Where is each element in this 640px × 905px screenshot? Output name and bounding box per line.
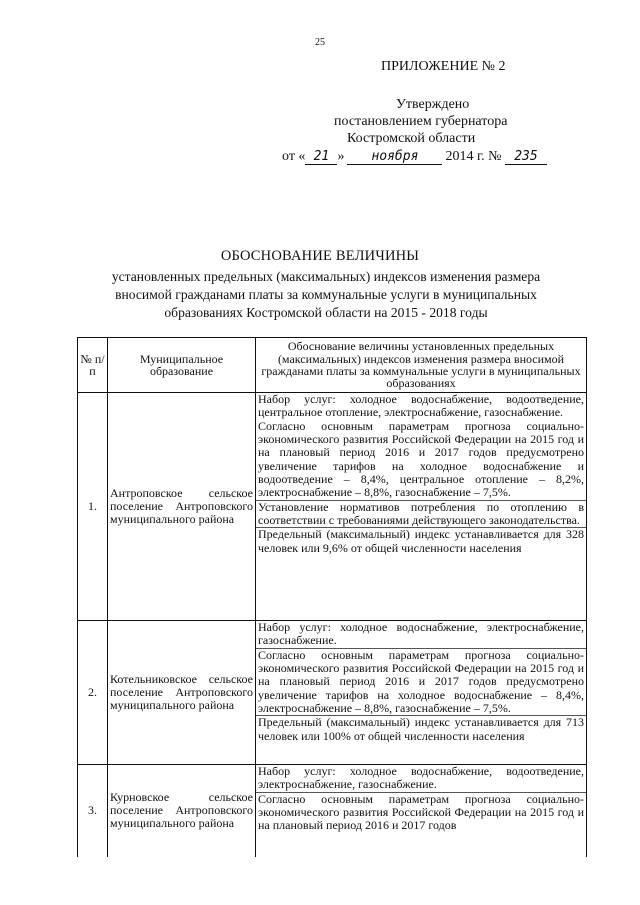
- table-row: [78, 393, 587, 621]
- header-num: № п/п: [78, 338, 108, 393]
- justification-paragraph: Предельный (максимальный) индекс устанавливается для 328 человек или 9,6% от общей численности населения: [258, 527, 584, 555]
- justification-paragraph: Согласно основным параметрам прогноза социально-экономического развития Российской Федерации на 2015 год и на плановый период 2016 и 2017 годов предусмотрено увеличение тарифов на холодное водоснабжение – 8,4%, электроснабжение – 8,8%, газоснабжение – 7,5%.: [258, 647, 584, 716]
- justification-paragraph: Установление нормативов потребления по отоплению в соответствии с требованиями действующего законодательства.: [258, 499, 584, 528]
- justification-paragraph: Набор услуг: холодное водоснабжение, электроснабжение, газоснабжение.: [258, 620, 584, 648]
- table-header-row: [78, 338, 587, 393]
- row-municipality: Антроповское сельское поселение Антроповского муниципального района: [108, 393, 256, 621]
- justification-paragraph: Набор услуг: холодное водоснабжение, водоотведение, электроснабжение, газоснабжение.: [258, 764, 584, 792]
- date-year: 2014 г. №: [445, 149, 502, 164]
- appendix-label: ПРИЛОЖЕНИЕ № 2: [381, 59, 506, 74]
- date-mid: »: [337, 149, 345, 164]
- table-row: [78, 621, 587, 765]
- row-number: 3.: [78, 765, 108, 857]
- approval-line-3: Костромской области: [347, 131, 476, 146]
- header-municipality: Муниципальное образование: [108, 338, 256, 393]
- date-number: 235: [505, 150, 547, 165]
- row-municipality: Котельниковское сельское поселение Антроповского муниципального района: [108, 621, 256, 765]
- justification-table: [77, 337, 587, 857]
- row-justification: [256, 393, 587, 621]
- date-prefix: от «: [282, 149, 306, 164]
- row-municipality: Курновское сельское поселение Антроповского муниципального района: [108, 765, 256, 857]
- approval-line-2: постановлением губернатора: [334, 114, 508, 129]
- date-month: ноября: [347, 150, 442, 165]
- justification-paragraph: Набор услуг: холодное водоснабжение, водоотведение, центральное отопление, электроснабжение, газоснабжение. Согласно основным параметрам прогноза социально-экономического развития Российской Федерации на 2015 год и на плановый период 2016 и 2017 годов предусмотрено увеличение тарифов на холодное водоснабжение и водоотведение – 8,4%, центральное отопление – 8,2%, электроснабжение – 8,8%, газоснабжение – 7,5%.: [258, 392, 584, 500]
- approval-line-1: Утверждено: [396, 97, 470, 112]
- page-number: 25: [315, 37, 325, 48]
- justification-paragraph: Предельный (максимальный) индекс устанавливается для 713 человек или 100% от общей численности населения: [258, 715, 584, 743]
- date-day: 21: [305, 150, 337, 165]
- row-number: 2.: [78, 621, 108, 765]
- document-title: ОБОСНОВАНИЕ ВЕЛИЧИНЫ: [220, 248, 420, 264]
- approval-date-line: [282, 149, 547, 165]
- table-row: [78, 765, 587, 857]
- justification-paragraph: Согласно основным параметрам прогноза социально-экономического развития Российской Федерации на 2015 год и на плановый период 2016 и 2017 годов: [258, 791, 584, 833]
- row-justification: [256, 621, 587, 765]
- document-subtitle: установленных предельных (максимальных) индексов изменения размера вносимой гражданами платы за коммунальные услуги в муниципальных образованиях Костромской области на 2015 - 2018 годы: [111, 269, 541, 320]
- row-justification: [256, 765, 587, 857]
- header-justification: Обоснование величины установленных предельных (максимальных) индексов изменения размера вносимой гражданами платы за коммунальные услуги в муниципальных образованиях: [256, 338, 587, 393]
- row-number: 1.: [78, 393, 108, 621]
